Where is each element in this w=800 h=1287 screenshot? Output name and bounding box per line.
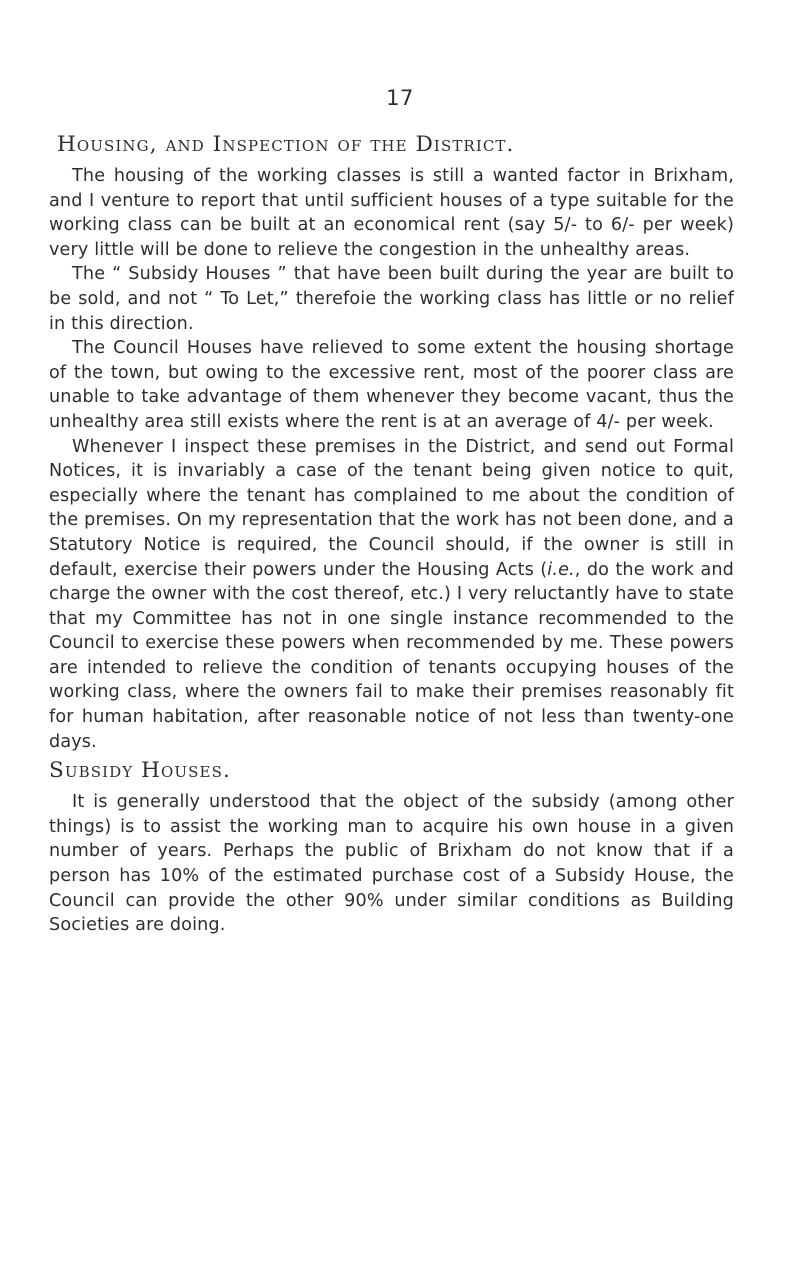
paragraph-formal-notices-part-2: , do the work and charge the owner with the cost thereof, etc.) I very reluctantly have to state that my Committee has not in one single instance recommended to the Council to exercise these powers when recommended by me. These powers are intended to relieve the condition of tenants occupying houses of the working class, where the owners fail to make their premises reasonably fit for human habitation, after reasonable notice of not less than twenty-one days.: [49, 559, 734, 752]
page-number: 17: [386, 86, 414, 110]
paragraph-formal-notices: [49, 435, 734, 755]
paragraph-subsidy-houses-sold: The “ Subsidy Houses ” that have been built during the year are built to be sold, and not “ To Let,” therefoie the working class has little or no relief in this direction.: [49, 264, 734, 334]
section-heading-housing: Housing, and Inspection of the District.: [57, 132, 515, 157]
paragraph-formal-notices-part-1: Whenever I inspect these premises in the District, and send out Formal Notices, it is invariably a case of the tenant being given notice to quit, especially where the tenant has complained to me about the condition of the premises. On my representation that the work has not been done, and a Statutory Notice is required, the Council should, if the owner is still in default, exercise their powers under the Housing Acts (: [49, 436, 734, 580]
paragraph-council-houses: The Council Houses have relieved to some extent the housing shortage of the town, but owing to the excessive rent, most of the poorer class are unable to take advantage of them whenever they become vacant, thus the unhealthy area still exists where the rent is at an average of 4/- per week.: [49, 338, 734, 432]
paragraph-housing-working-classes: The housing of the working classes is still a wanted factor in Brixham, and I venture to report that until sufficient houses of a type suitable for the working class can be built at an economical rent (say 5/- to 6/- per week) very little will be done to relieve the congestion in the unhealthy areas.: [49, 166, 734, 260]
page-body: [49, 130, 734, 938]
section-heading-subsidy-houses: Subsidy Houses.: [49, 758, 231, 784]
paragraph-formal-notices-italic: i.e.: [547, 559, 575, 580]
paragraph-subsidy-object: It is generally understood that the object of the subsidy (among other things) is to assist the working man to acquire his own house in a given number of years. Perhaps the public of Brixham do not know that if a person has 10% of the estimated purchase cost of a Subsidy House, the Council can provide the other 90% under similar conditions as Building Societies are doing.: [49, 792, 734, 936]
